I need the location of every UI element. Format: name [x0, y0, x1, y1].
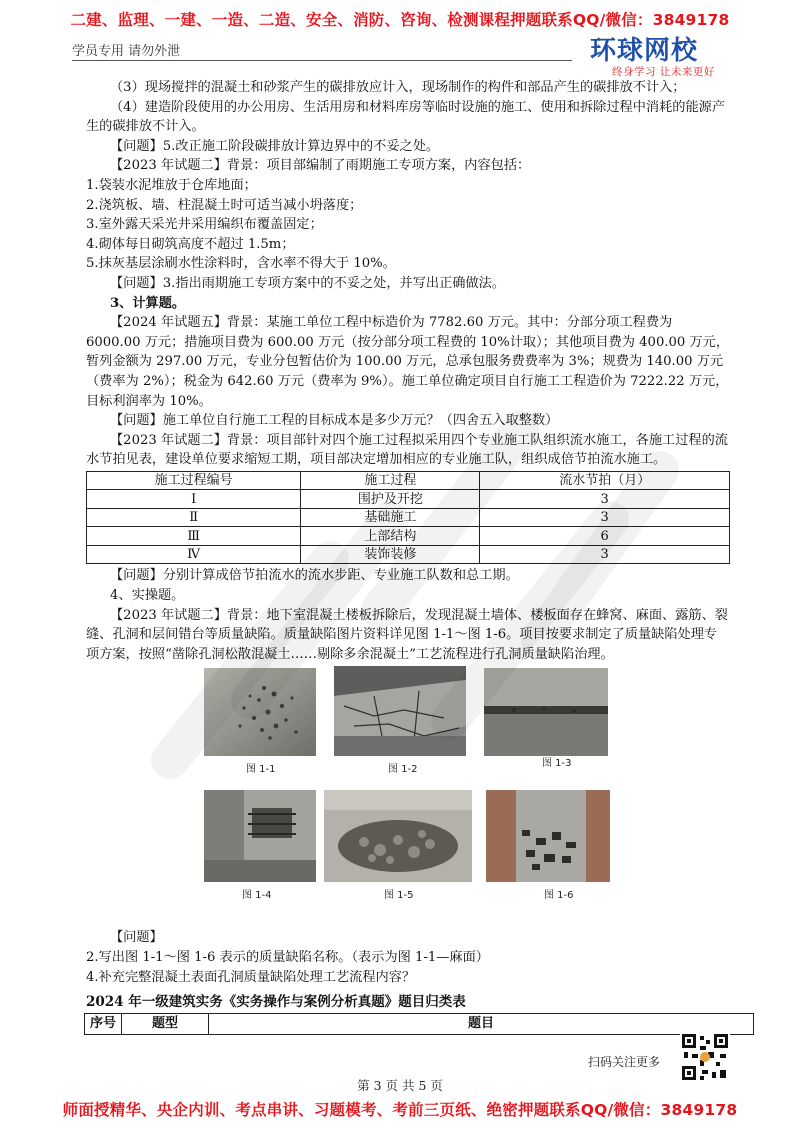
- table-cell: 上部结构: [301, 527, 480, 546]
- question: 【问题】施工单位自行施工工程的目标成本是多少万元？（四舍五入取整数）: [110, 413, 559, 429]
- figure-caption: 图 1-3: [542, 758, 572, 770]
- header-divider: [72, 60, 572, 61]
- table-cell: 3: [480, 545, 730, 564]
- qr-code-icon: [680, 1032, 730, 1082]
- list-item: 5.抹灰基层涂刷水性涂料时，含水率不得大于 10%。: [86, 256, 396, 272]
- summary-table-title: 2024 年一级建筑实务《实务操作与案例分析真题》题目归类表: [86, 994, 466, 1011]
- figure-1-2-image: [334, 666, 466, 756]
- table-row: [87, 490, 730, 509]
- figure-1-5-image: [324, 790, 472, 882]
- promo-banner-top: 二建、监理、一建、一造、二造、安全、消防、咨询、检测课程押题联系QQ/微信：3849178: [70, 11, 730, 29]
- section-heading: 3、计算题。: [110, 295, 186, 311]
- table-header-cell: 题目: [209, 1013, 754, 1034]
- section-heading: 4、实操题。: [110, 587, 185, 603]
- table-cell: 基础施工: [301, 508, 480, 527]
- figure-caption: 图 1-2: [388, 764, 418, 776]
- brand-logo: [590, 30, 740, 78]
- question: 【问题】5.改正施工阶段碳排放计算边界中的不妥之处。: [110, 138, 440, 154]
- case-text: 【2024 年试题五】背景：某施工单位工程中标造价为 7782.60 万元。其中：分部分项工程费为 6000.00 万元；措施项目费为 600.00 万元（按分部分项工程费的 10%计取）；其他项目费为 400.00 万元，暂列金额为 297.00 万元，专业分包暂估价为 100.00 万元，总承包服务费费率为 3%；规费为 140.00 万元（费率为 2%）；税金为 642.60 万元（费率为 9%）。施工单位确定项目自行施工工程造价为 7222.22 万元，目标利润率为 10%。: [86, 315, 730, 409]
- table-row: [87, 508, 730, 527]
- logo-slogan: 终身学习 让未来更好: [612, 66, 715, 78]
- list-item: 2.浇筑板、墙、柱混凝土时可适当减小坍落度；: [86, 197, 363, 213]
- table-header-cell: 施工过程: [301, 471, 480, 490]
- table-header-cell: 流水节拍（月）: [480, 471, 730, 490]
- paragraph: （4）建造阶段使用的办公用房、生活用房和材料库房等临时设施的施工、使用和拆除过程中消耗的能源产生的碳排放不计入。: [86, 99, 726, 135]
- figure-1-3-image: [484, 668, 608, 756]
- table-header-cell: 题型: [122, 1013, 209, 1034]
- table-row: [87, 527, 730, 546]
- table-row: [87, 545, 730, 564]
- list-item: 4.砌体每日砌筑高度不超过 1.5m；: [86, 236, 295, 252]
- table-cell: Ⅳ: [87, 545, 301, 564]
- document-body: [86, 78, 730, 1035]
- table-header-cell: 施工过程编号: [87, 471, 301, 490]
- question: 【问题】分别计算成倍节拍流水的流水步距、专业施工队数和总工期。: [110, 568, 519, 584]
- table-header-row: [85, 1013, 754, 1034]
- figure-caption: 图 1-5: [384, 890, 414, 902]
- figure-caption: 图 1-4: [242, 890, 272, 902]
- question: 【问题】3.指出雨期施工专项方案中的不妥之处，并写出正确做法。: [110, 275, 506, 291]
- flow-rhythm-table: [86, 471, 730, 565]
- paragraph: （3）现场搅拌的混凝土和砂浆产生的碳排放应计入，现场制作的构件和部品产生的碳排放不计入；: [110, 80, 686, 95]
- question-item: 2.写出图 1-1～图 1-6 表示的质量缺陷名称。（表示为图 1-1—麻面）: [86, 949, 489, 965]
- figure-caption: 图 1-1: [246, 764, 276, 776]
- logo-text: 环球网校: [590, 36, 699, 66]
- question-item: 4.补充完整混凝土表面孔洞质量缺陷处理工艺流程内容？: [86, 969, 416, 985]
- table-cell: Ⅰ: [87, 490, 301, 509]
- table-header-row: [87, 471, 730, 490]
- defect-figures: [86, 668, 730, 926]
- table-cell: 6: [480, 527, 730, 546]
- promo-banner-bottom: 师面授精华、央企内训、考点串讲、习题模考、考前三页纸、绝密押题联系QQ/微信：3849178: [62, 1101, 738, 1119]
- confidential-note: 学员专用 请勿外泄: [72, 44, 181, 59]
- figure-1-1-image: [204, 668, 316, 756]
- figure-1-6-image: [486, 790, 610, 882]
- question-title: 【问题】: [110, 930, 163, 946]
- table-cell: 3: [480, 508, 730, 527]
- summary-table: [84, 1013, 754, 1035]
- figure-1-4-image: [204, 790, 316, 882]
- scan-prompt: 扫码关注更多: [588, 1055, 661, 1069]
- list-item: 3.室外露天采光井采用编织布覆盖固定；: [86, 217, 323, 233]
- page-number: 第 3 页 共 5 页: [357, 1078, 443, 1093]
- figure-caption: 图 1-6: [544, 890, 574, 902]
- table-cell: Ⅲ: [87, 527, 301, 546]
- table-cell: Ⅱ: [87, 508, 301, 527]
- table-cell: 装饰装修: [301, 545, 480, 564]
- table-cell: 围护及开挖: [301, 490, 480, 509]
- list-item: 1.袋装水泥堆放于仓库地面；: [86, 177, 257, 193]
- table-header-cell: 序号: [85, 1013, 122, 1034]
- case-text: 【2023 年试题二】背景：地下室混凝土楼板拆除后，发现混凝土墙体、楼板面存在蜂窝、麻面、露筋、裂缝、孔洞和层间错台等质量缺陷。质量缺陷图片资料详见图 1-1～图 1-6。项目按要求制定了质量缺陷处理专项方案，按照“凿除孔洞松散混凝土……剔除多余混凝土”工艺流程进行孔洞质量缺陷治理。: [86, 607, 728, 662]
- case-intro: 【2023 年试题二】背景：项目部编制了雨期施工专项方案，内容包括：: [110, 158, 531, 174]
- case-text: 【2023 年试题二】背景：项目部针对四个施工过程拟采用四个专业施工队组织流水施工，各施工过程的流水节拍见表，建设单位要求缩短工期，项目部决定增加相应的专业施工队，组织成倍节拍流水施工。: [86, 432, 728, 468]
- table-cell: 3: [480, 490, 730, 509]
